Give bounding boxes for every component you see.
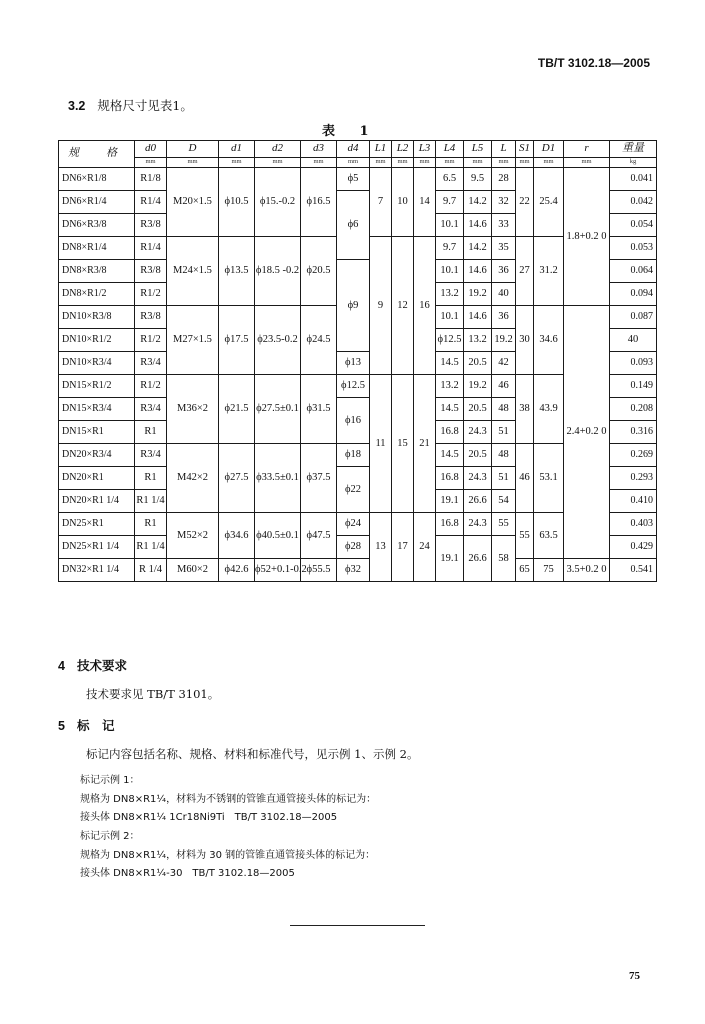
weight-cell: 0.053 <box>610 237 657 260</box>
unit-cell: mm <box>534 158 564 168</box>
unit-cell: mm <box>167 158 219 168</box>
d2-cell: ϕ23.5-0.2 <box>255 306 301 375</box>
table-row <box>59 559 657 582</box>
L-cell: 54 <box>492 490 516 513</box>
S1-cell: 46 <box>516 444 534 513</box>
col-header: L2 <box>392 141 414 158</box>
L5-cell: 14.6 <box>464 306 492 329</box>
S1-cell: 38 <box>516 375 534 444</box>
L5-cell: 14.2 <box>464 191 492 214</box>
d0-cell: R1 <box>135 421 167 444</box>
d0-cell: R1 <box>135 467 167 490</box>
d2-cell: ϕ33.5±0.1 <box>255 444 301 513</box>
D1-cell: 34.6 <box>534 306 564 375</box>
L-cell: 40 <box>610 329 657 352</box>
section-3-2-text: 规格尺寸见表1。 <box>97 98 193 113</box>
d3-cell: ϕ55.5 <box>301 559 337 582</box>
col-header: d4 <box>337 141 370 158</box>
L5-cell: 20.5 <box>464 444 492 467</box>
L5-cell: 19.2 <box>492 329 516 352</box>
L-cell: 51 <box>492 421 516 444</box>
col-header: S1 <box>516 141 534 158</box>
L-cell: 42 <box>492 352 516 375</box>
unit-cell: mm <box>255 158 301 168</box>
S1-cell: 22 <box>516 168 534 237</box>
L4-cell: 19.1 <box>436 536 464 582</box>
D1-cell: 43.9 <box>534 375 564 444</box>
spec-cell: DN10×R3/8 <box>59 306 135 329</box>
spec-cell: DN25×R1 <box>59 513 135 536</box>
spec-table <box>58 140 657 582</box>
d1-cell: ϕ42.6 <box>219 559 255 582</box>
D-cell: M60×2 <box>167 559 219 582</box>
D-cell: M36×2 <box>167 375 219 444</box>
L4-cell: 16.8 <box>436 421 464 444</box>
L4-cell: 14.5 <box>436 352 464 375</box>
d3-cell: ϕ31.5 <box>301 375 337 444</box>
unit-cell: mm <box>436 158 464 168</box>
L-cell: 35 <box>492 237 516 260</box>
d3-cell: ϕ47.5 <box>301 513 337 559</box>
col-header: d2 <box>255 141 301 158</box>
L4-cell: 16.8 <box>436 467 464 490</box>
d4-cell: ϕ22 <box>337 467 370 513</box>
spec-cell: DN15×R3/4 <box>59 398 135 421</box>
D1-cell: 75 <box>534 559 564 582</box>
section-3-2-number: 3.2 <box>68 99 86 113</box>
d0-cell: R1/8 <box>135 168 167 191</box>
weight-cell: 0.429 <box>610 536 657 559</box>
L4-cell: 9.7 <box>436 237 464 260</box>
d0-cell: R3/4 <box>135 398 167 421</box>
section-4-heading <box>58 656 127 674</box>
unit-cell: mm <box>392 158 414 168</box>
D1-cell: 53.1 <box>534 444 564 513</box>
weight-cell: 0.410 <box>610 490 657 513</box>
spec-cell: DN10×R1/2 <box>59 329 135 352</box>
L-cell: 32 <box>492 191 516 214</box>
spec-cell: DN25×R1 1/4 <box>59 536 135 559</box>
example-2-label: 标记示例 2： <box>80 831 140 842</box>
S1-cell: 65 <box>516 559 534 582</box>
L5-cell: 19.2 <box>464 375 492 398</box>
spec-cell: DN15×R1 <box>59 421 135 444</box>
section-5-heading <box>58 716 114 734</box>
L1-cell: 11 <box>370 375 392 513</box>
col-header: L5 <box>464 141 492 158</box>
weight-cell: 0.087 <box>610 306 657 329</box>
spec-cell: DN20×R1 1/4 <box>59 490 135 513</box>
spec-cell: DN20×R3/4 <box>59 444 135 467</box>
spec-cell: DN6×R1/4 <box>59 191 135 214</box>
L5-cell: 24.3 <box>464 467 492 490</box>
col-header: d3 <box>301 141 337 158</box>
L5-cell: 20.5 <box>464 352 492 375</box>
L-cell: 48 <box>492 398 516 421</box>
d0-cell: R1/2 <box>135 375 167 398</box>
d0-cell: R1/4 <box>135 191 167 214</box>
unit-cell: mm <box>135 158 167 168</box>
L-cell: 28 <box>492 168 516 191</box>
d0-cell: R1 1/4 <box>135 536 167 559</box>
spec-cell: DN6×R1/8 <box>59 168 135 191</box>
unit-cell: mm <box>464 158 492 168</box>
d4-cell: ϕ28 <box>337 536 370 559</box>
example-1-mark: 接头体 DN8×R1¼ 1Cr18Ni9Ti TB/T 3102.18—2005 <box>80 812 338 823</box>
d3-cell: ϕ20.5 <box>301 237 337 306</box>
d0-cell: R3/4 <box>135 352 167 375</box>
d0-cell: R1/2 <box>135 329 167 352</box>
spec-cell: DN15×R1/2 <box>59 375 135 398</box>
L5-cell: 14.2 <box>464 237 492 260</box>
L4-cell: 14.5 <box>436 398 464 421</box>
col-header: 规 格 <box>59 141 135 168</box>
L3-cell: 21 <box>414 375 436 513</box>
col-header: 重量 <box>610 141 657 158</box>
section-5-body: 标记内容包括名称、规格、材料和标准代号，见示例 1、示例 2。 <box>86 747 419 761</box>
d4-cell: ϕ16 <box>337 398 370 444</box>
d2-cell: ϕ40.5±0.1 <box>255 513 301 559</box>
L4-cell: 13.2 <box>464 329 492 352</box>
weight-cell: 0.064 <box>610 260 657 283</box>
L1-cell: 13 <box>370 513 392 582</box>
section-5-title: 标 记 <box>76 718 115 733</box>
spec-cell: DN8×R1/4 <box>59 237 135 260</box>
S1-cell: 27 <box>516 237 534 306</box>
L-cell: 55 <box>492 513 516 536</box>
d1-cell: ϕ17.5 <box>219 306 255 375</box>
L5-cell: 24.3 <box>464 513 492 536</box>
L4-cell: 16.8 <box>436 513 464 536</box>
unit-cell: mm <box>492 158 516 168</box>
L4-cell: 9.7 <box>436 191 464 214</box>
unit-cell: kg <box>610 158 657 168</box>
L5-cell: 26.6 <box>464 490 492 513</box>
d4-cell: ϕ32 <box>337 559 370 582</box>
L5-cell: 20.5 <box>464 398 492 421</box>
D-cell: M42×2 <box>167 444 219 513</box>
example-1-label: 标记示例 1： <box>80 775 140 786</box>
weight-cell: 0.293 <box>610 467 657 490</box>
unit-cell: mm <box>219 158 255 168</box>
section-5-number: 5 <box>58 719 65 733</box>
L3-cell: 14 <box>414 168 436 237</box>
spec-cell: DN20×R1 <box>59 467 135 490</box>
L5-cell: 9.5 <box>464 168 492 191</box>
col-header: D <box>167 141 219 158</box>
col-header: d1 <box>219 141 255 158</box>
L2-cell: 12 <box>392 237 414 375</box>
weight-cell: 0.093 <box>610 352 657 375</box>
spec-cell: DN32×R1 1/4 <box>59 559 135 582</box>
weight-cell: 0.054 <box>610 214 657 237</box>
weight-cell: 0.269 <box>610 444 657 467</box>
d2-cell: ϕ52+0.1-0.2 <box>255 559 301 582</box>
unit-cell: mm <box>516 158 534 168</box>
L4-cell: 6.5 <box>436 168 464 191</box>
S1-cell: 30 <box>516 306 534 375</box>
D-cell: M27×1.5 <box>167 306 219 375</box>
L3-cell: 24 <box>414 513 436 582</box>
L5-cell: 24.3 <box>464 421 492 444</box>
weight-cell: 0.541 <box>610 559 657 582</box>
L3-cell: 16 <box>414 237 436 375</box>
L4-cell: 19.1 <box>436 490 464 513</box>
d0-cell: R1/2 <box>135 283 167 306</box>
section-3-2 <box>68 96 193 114</box>
spec-cell: DN8×R3/8 <box>59 260 135 283</box>
L-cell: 33 <box>492 214 516 237</box>
D1-cell: 63.5 <box>534 513 564 559</box>
page-number: 75 <box>629 970 640 982</box>
d0-cell: R3/4 <box>135 444 167 467</box>
weight-cell: 0.208 <box>610 398 657 421</box>
weight-cell: 0.149 <box>610 375 657 398</box>
unit-cell: mm <box>301 158 337 168</box>
L4-cell: 10.1 <box>436 260 464 283</box>
L2-cell: 15 <box>392 375 414 513</box>
D-cell: M52×2 <box>167 513 219 559</box>
r-cell: 2.4+0.2 0 <box>564 306 610 559</box>
d1-cell: ϕ21.5 <box>219 375 255 444</box>
weight-cell: 0.041 <box>610 168 657 191</box>
example-2-text: 规格为 DN8×R1¼，材料为 30 钢的管锥直通管接头体的标记为： <box>80 850 376 861</box>
L1-cell: 9 <box>370 237 392 375</box>
L5-cell: 26.6 <box>464 536 492 582</box>
spec-cell: DN6×R3/8 <box>59 214 135 237</box>
L-cell: 36 <box>492 306 516 329</box>
L2-cell: 17 <box>392 513 414 582</box>
d3-cell: ϕ16.5 <box>301 168 337 237</box>
col-header: L1 <box>370 141 392 158</box>
d1-cell: ϕ13.5 <box>219 237 255 306</box>
standard-code: TB/T 3102.18—2005 <box>537 56 650 70</box>
table-header-row <box>59 141 657 158</box>
unit-cell: mm <box>370 158 392 168</box>
d1-cell: ϕ34.6 <box>219 513 255 559</box>
d0-cell: R 1/4 <box>135 559 167 582</box>
col-header: L <box>492 141 516 158</box>
d2-cell: ϕ15.-0.2 <box>255 168 301 237</box>
table-caption: 表 1 <box>322 124 379 139</box>
L2-cell: 10 <box>392 168 414 237</box>
d0-cell: R1 <box>135 513 167 536</box>
col-header: r <box>564 141 610 158</box>
L-cell: 51 <box>492 467 516 490</box>
col-header: D1 <box>534 141 564 158</box>
S1-cell: 55 <box>516 513 534 559</box>
L4-cell: 13.2 <box>436 375 464 398</box>
table-row <box>59 168 657 191</box>
unit-cell: mm <box>337 158 370 168</box>
section-4-title: 技术要求 <box>76 658 127 673</box>
table-unit-row <box>59 158 657 168</box>
L4-cell: 13.2 <box>436 283 464 306</box>
d2-cell: ϕ27.5±0.1 <box>255 375 301 444</box>
L-cell: 58 <box>492 536 516 582</box>
weight-cell: 0.316 <box>610 421 657 444</box>
L4-cell: 10.1 <box>436 306 464 329</box>
weight-cell: 0.403 <box>610 513 657 536</box>
weight-cell: 0.094 <box>610 283 657 306</box>
d2-cell: ϕ18.5 -0.2 <box>255 237 301 306</box>
d4-cell: ϕ12.5 <box>436 329 464 352</box>
col-header: L4 <box>436 141 464 158</box>
r-cell: 1.8+0.2 0 <box>564 168 610 306</box>
d3-cell: ϕ24.5 <box>301 306 337 375</box>
d4-cell: ϕ13 <box>337 352 370 375</box>
D1-cell: 31.2 <box>534 237 564 306</box>
d4-cell: ϕ18 <box>337 444 370 467</box>
d4-cell: ϕ12.5 <box>337 375 370 398</box>
unit-cell: mm <box>564 158 610 168</box>
d4-cell: ϕ6 <box>337 191 370 260</box>
unit-cell: mm <box>414 158 436 168</box>
L-cell: 36 <box>492 260 516 283</box>
d4-cell: ϕ9 <box>337 260 370 352</box>
example-1-text: 规格为 DN8×R1¼，材料为不锈钢的管锥直通管接头体的标记为： <box>80 794 377 805</box>
r-cell: 3.5+0.2 0 <box>564 559 610 582</box>
L5-cell: 19.2 <box>464 283 492 306</box>
d0-cell: R1 1/4 <box>135 490 167 513</box>
example-2-mark: 接头体 DN8×R1¼-30 TB/T 3102.18—2005 <box>80 868 295 879</box>
L4-cell: 10.1 <box>436 214 464 237</box>
d4-cell: ϕ5 <box>337 168 370 191</box>
d0-cell: R1/4 <box>135 237 167 260</box>
L5-cell: 14.6 <box>464 214 492 237</box>
weight-cell: 0.042 <box>610 191 657 214</box>
section-4-body: 技术要求见 TB/T 3101。 <box>86 687 220 701</box>
d0-cell: R3/8 <box>135 214 167 237</box>
spec-cell: DN10×R3/4 <box>59 352 135 375</box>
D1-cell: 25.4 <box>534 168 564 237</box>
d1-cell: ϕ27.5 <box>219 444 255 513</box>
col-header: L3 <box>414 141 436 158</box>
L5-cell: 14.6 <box>464 260 492 283</box>
spec-cell: DN8×R1/2 <box>59 283 135 306</box>
D-cell: M24×1.5 <box>167 237 219 306</box>
d0-cell: R3/8 <box>135 306 167 329</box>
col-header: d0 <box>135 141 167 158</box>
L-cell: 48 <box>492 444 516 467</box>
d3-cell: ϕ37.5 <box>301 444 337 513</box>
L-cell: 46 <box>492 375 516 398</box>
d0-cell: R3/8 <box>135 260 167 283</box>
D-cell: M20×1.5 <box>167 168 219 237</box>
L-cell: 40 <box>492 283 516 306</box>
section-4-number: 4 <box>58 659 65 673</box>
L4-cell: 14.5 <box>436 444 464 467</box>
d4-cell: ϕ24 <box>337 513 370 536</box>
end-rule <box>290 925 425 926</box>
L1-cell: 7 <box>370 168 392 237</box>
d1-cell: ϕ10.5 <box>219 168 255 237</box>
